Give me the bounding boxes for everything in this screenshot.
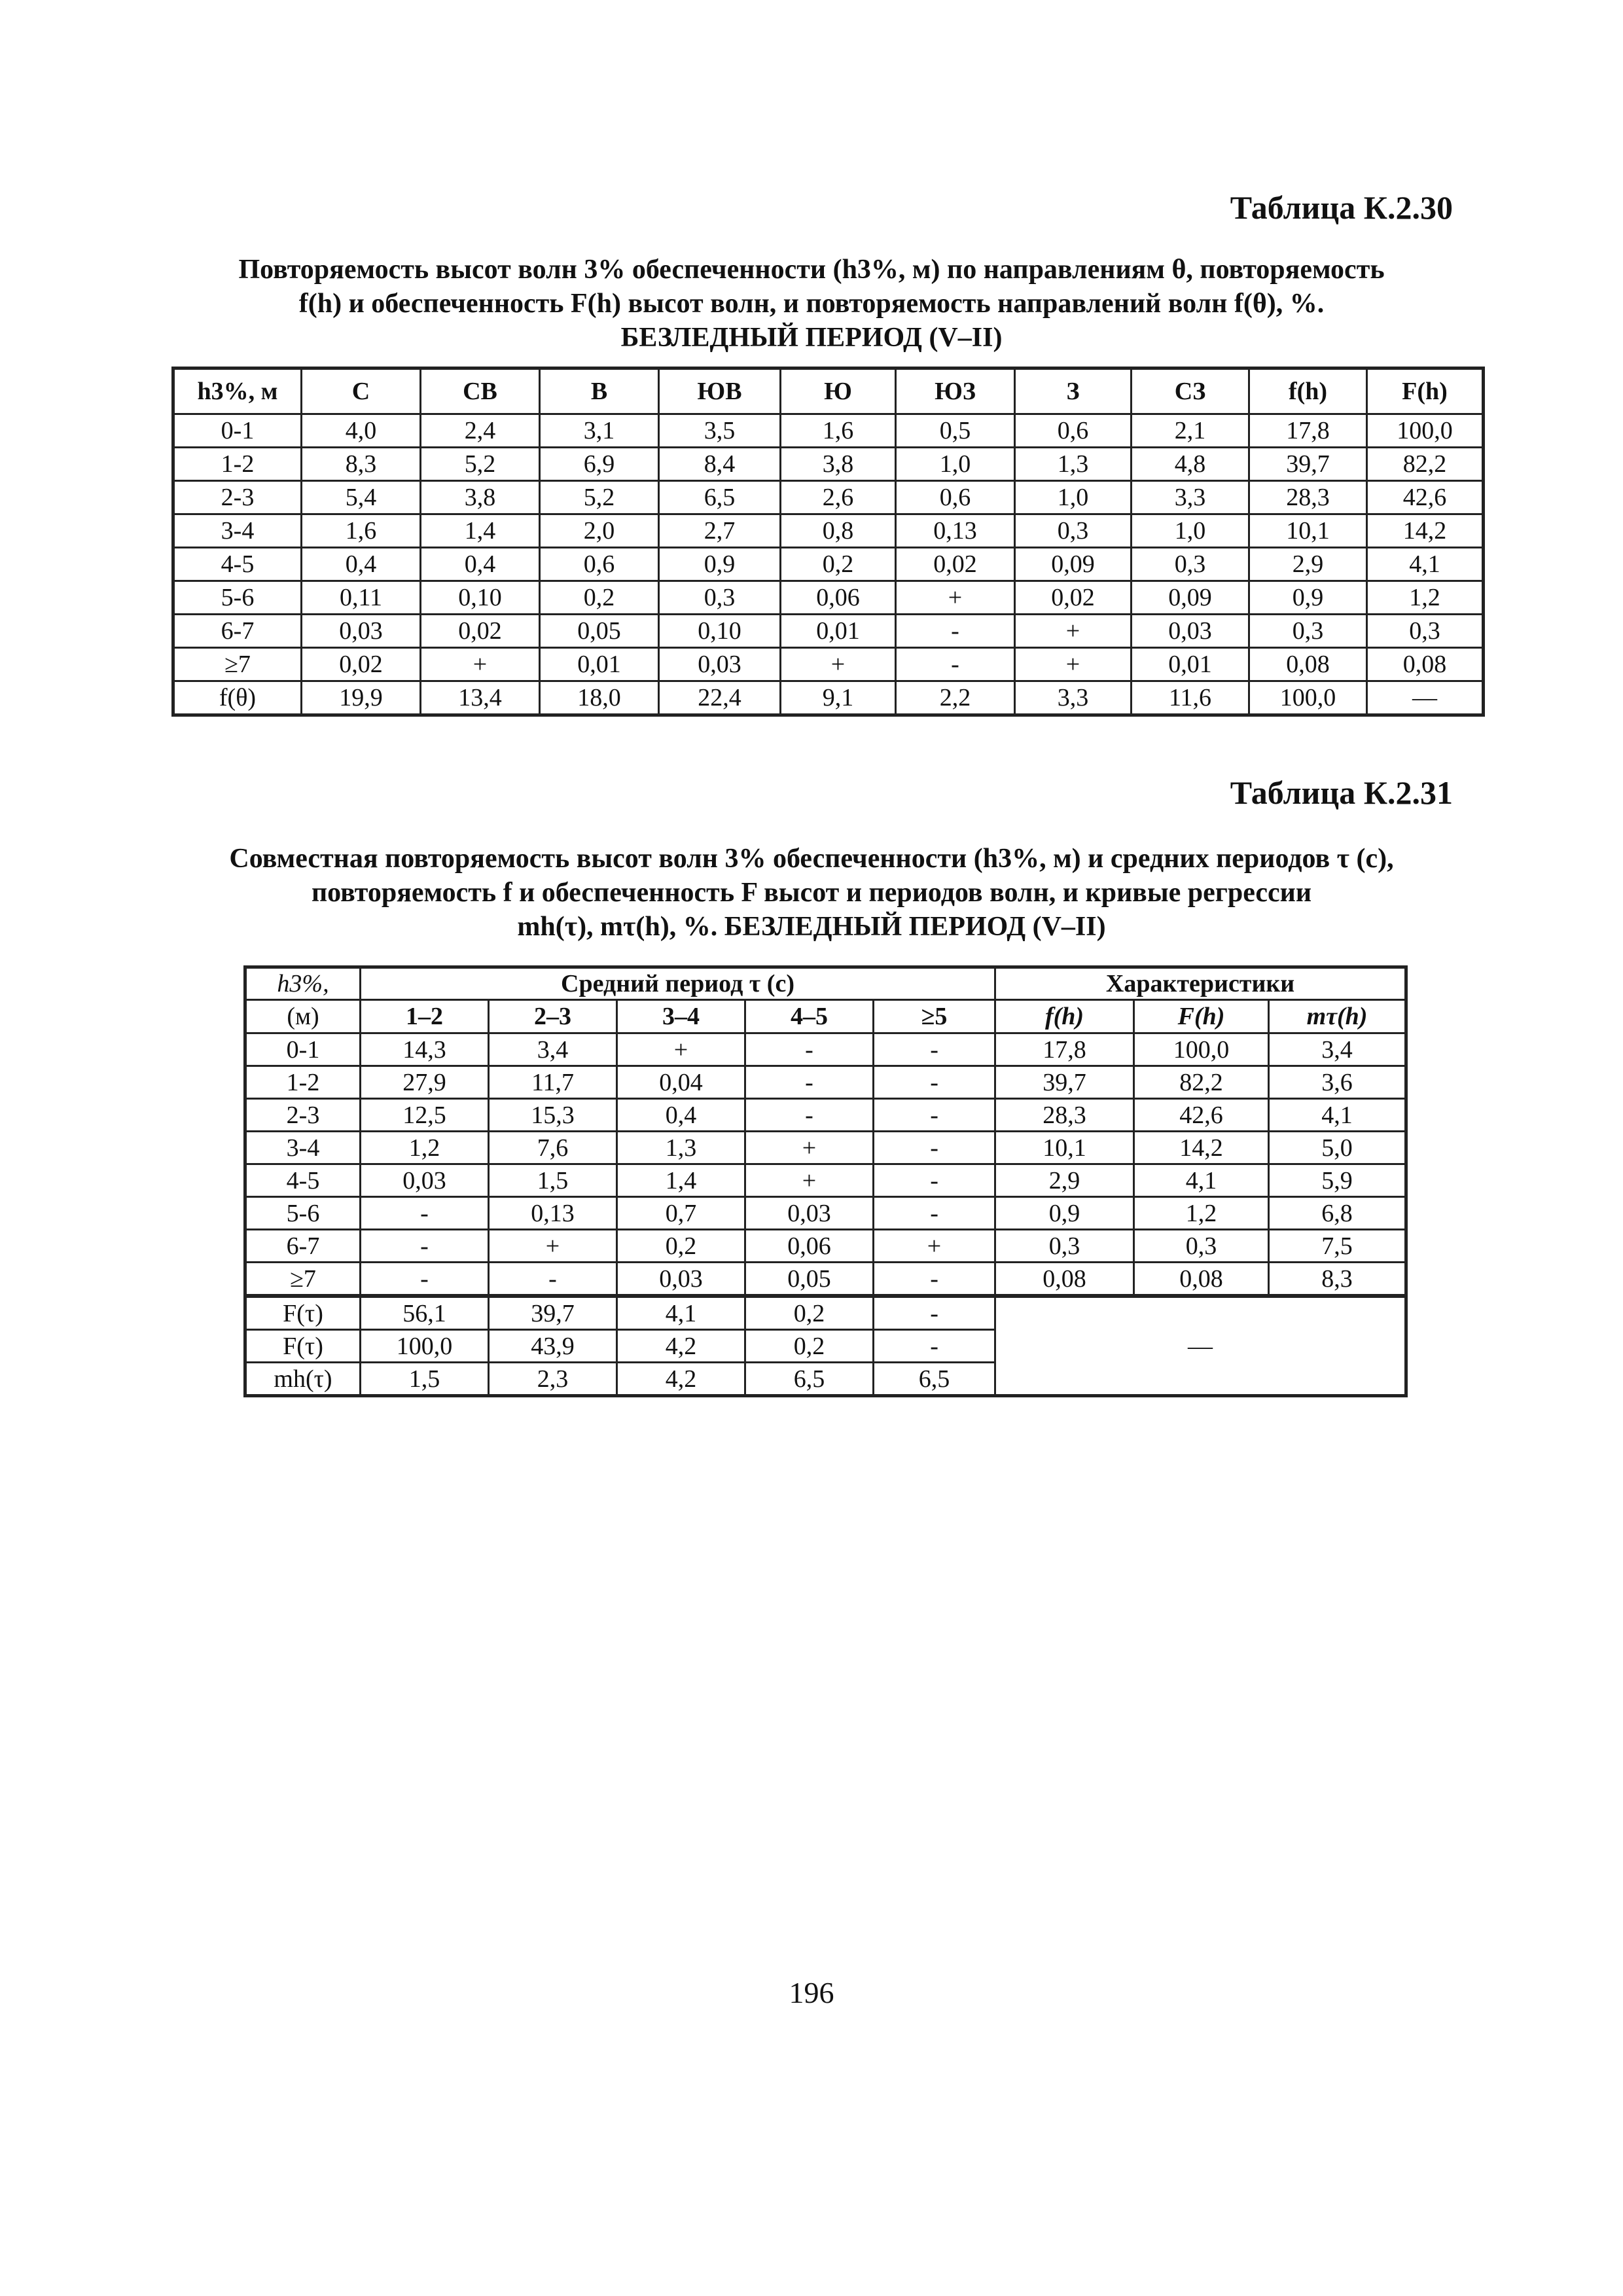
table-cell: 1,0	[896, 448, 1015, 481]
table-cell: 0,04	[617, 1066, 745, 1099]
table-cell: -	[896, 648, 1015, 681]
table-cell: 1,2	[361, 1132, 489, 1164]
table-cell: 2,9	[995, 1164, 1134, 1197]
table-cell: 0,03	[659, 648, 781, 681]
row-header: mh(τ)	[245, 1363, 361, 1396]
table-cell: 5,2	[421, 448, 540, 481]
table-cell: 0,6	[896, 481, 1015, 514]
table-cell: 1,2	[1134, 1197, 1269, 1230]
characteristic-column-header: F(h)	[1134, 1000, 1269, 1033]
table-cell: -	[361, 1263, 489, 1297]
table-cell: 3,6	[1269, 1066, 1406, 1099]
table-cell: 3,8	[421, 481, 540, 514]
table-row	[245, 1132, 1406, 1164]
table-row	[245, 1197, 1406, 1230]
table-cell: 19,9	[302, 681, 421, 715]
table-cell: +	[489, 1230, 617, 1263]
table-cell: -	[361, 1197, 489, 1230]
table-cell: -	[874, 1197, 995, 1230]
table-cell: 8,3	[1269, 1263, 1406, 1297]
table-cell: 0,2	[781, 548, 896, 581]
table-cell: +	[896, 581, 1015, 615]
table-cell: +	[1015, 648, 1132, 681]
table-cell: 0,2	[745, 1296, 874, 1330]
characteristics-group-header: Характеристики	[995, 967, 1406, 1000]
column-header: СВ	[421, 368, 540, 414]
table-cell: 0,9	[1249, 581, 1367, 615]
row-header: 2-3	[245, 1099, 361, 1132]
corner-header-bottom: (м)	[245, 1000, 361, 1033]
table-cell: 1,5	[489, 1164, 617, 1197]
wave-direction-table	[171, 367, 1485, 717]
row-header: F(τ)	[245, 1296, 361, 1330]
table-cell: 8,4	[659, 448, 781, 481]
table-cell: 0,10	[659, 615, 781, 648]
table-cell: 2,7	[659, 514, 781, 548]
table-label-k-2-31: Таблица К.2.31	[1230, 774, 1453, 811]
table-cell: 0,3	[1134, 1230, 1269, 1263]
table-cell: 0,03	[1132, 615, 1249, 648]
table-cell: 82,2	[1134, 1066, 1269, 1099]
table-cell: 1,4	[617, 1164, 745, 1197]
table-cell: —	[1367, 681, 1484, 715]
characteristic-column-header: mτ(h)	[1269, 1000, 1406, 1033]
table-cell: 0,02	[896, 548, 1015, 581]
table-cell: +	[745, 1164, 874, 1197]
table-cell: 56,1	[361, 1296, 489, 1330]
table-cell: 0,08	[1367, 648, 1484, 681]
table-cell: 0,05	[745, 1263, 874, 1297]
table-cell: 1,3	[1015, 448, 1132, 481]
row-header: F(τ)	[245, 1330, 361, 1363]
row-header: 0-1	[245, 1033, 361, 1066]
table-row	[245, 1164, 1406, 1197]
table-cell: 3,5	[659, 414, 781, 448]
table-cell: -	[874, 1330, 995, 1363]
table-row	[245, 1263, 1406, 1297]
row-header: 5-6	[173, 581, 302, 615]
row-header: 3-4	[173, 514, 302, 548]
table-cell: 0,8	[781, 514, 896, 548]
table-cell: 4,1	[1134, 1164, 1269, 1197]
table-cell: 100,0	[361, 1330, 489, 1363]
characteristic-column-header: f(h)	[995, 1000, 1134, 1033]
table-cell: 0,01	[1132, 648, 1249, 681]
table-cell: 3,4	[1269, 1033, 1406, 1066]
column-header: В	[540, 368, 659, 414]
table-cell: 4,1	[617, 1296, 745, 1330]
period-column-header: 2–3	[489, 1000, 617, 1033]
table-cell: -	[361, 1230, 489, 1263]
table-cell: 0,2	[745, 1330, 874, 1363]
table-cell: 39,7	[489, 1296, 617, 1330]
row-header: ≥7	[173, 648, 302, 681]
table-cell: 2,0	[540, 514, 659, 548]
column-header: F(h)	[1367, 368, 1484, 414]
caption-line: БЕЗЛЕДНЫЙ ПЕРИОД (V–II)	[620, 323, 1003, 353]
table-cell: 0,4	[421, 548, 540, 581]
table-cell: 0,01	[540, 648, 659, 681]
table-cell: 0,08	[995, 1263, 1134, 1297]
table-cell: 9,1	[781, 681, 896, 715]
table-cell: 0,06	[745, 1230, 874, 1263]
row-header: 1-2	[173, 448, 302, 481]
table-cell: 17,8	[1249, 414, 1367, 448]
table-cell: 43,9	[489, 1330, 617, 1363]
table-cell: 1,6	[302, 514, 421, 548]
column-header: ЮЗ	[896, 368, 1015, 414]
table-cell: 0,09	[1015, 548, 1132, 581]
column-header: f(h)	[1249, 368, 1367, 414]
table-cell: 3,1	[540, 414, 659, 448]
caption-line: повторяемость f и обеспеченность F высот и периодов волн, и кривые регрессии	[311, 878, 1312, 908]
table-row	[245, 1033, 1406, 1066]
table-cell: 0,03	[617, 1263, 745, 1297]
table-cell: 0,02	[302, 648, 421, 681]
table-cell: 6,9	[540, 448, 659, 481]
table-cell: 0,08	[1134, 1263, 1269, 1297]
column-header: ЮВ	[659, 368, 781, 414]
table-cell: 1,5	[361, 1363, 489, 1396]
row-header: f(θ)	[173, 681, 302, 715]
table-cell: 22,4	[659, 681, 781, 715]
table-caption-2	[170, 842, 1453, 944]
table-row	[173, 548, 1484, 581]
table-cell: 2,4	[421, 414, 540, 448]
table-cell: 0,03	[361, 1164, 489, 1197]
table-cell: 0,09	[1132, 581, 1249, 615]
period-column-header: 3–4	[617, 1000, 745, 1033]
corner-header-top: h3%,	[245, 967, 361, 1000]
table-cell: 15,3	[489, 1099, 617, 1132]
table-cell: -	[874, 1099, 995, 1132]
table-row	[173, 414, 1484, 448]
table-cell: 0,6	[1015, 414, 1132, 448]
table-cell: 4,2	[617, 1330, 745, 1363]
row-header: 3-4	[245, 1132, 361, 1164]
table-cell: 6,5	[659, 481, 781, 514]
table-cell: 0,10	[421, 581, 540, 615]
table-cell: 0,3	[659, 581, 781, 615]
table-cell: -	[874, 1164, 995, 1197]
table-cell: 3,3	[1015, 681, 1132, 715]
table-cell: -	[874, 1033, 995, 1066]
table-cell: 2,9	[1249, 548, 1367, 581]
table-cell: -	[874, 1296, 995, 1330]
table-cell: 0,08	[1249, 648, 1367, 681]
table-cell: 0,02	[421, 615, 540, 648]
table-cell: 2,6	[781, 481, 896, 514]
table-cell: 10,1	[995, 1132, 1134, 1164]
table-row	[245, 1066, 1406, 1099]
table-cell: 0,3	[1015, 514, 1132, 548]
table-cell: 6,8	[1269, 1197, 1406, 1230]
table-cell: 6,5	[874, 1363, 995, 1396]
table-cell: 2,3	[489, 1363, 617, 1396]
table-cell: 82,2	[1367, 448, 1484, 481]
table-cell: 10,1	[1249, 514, 1367, 548]
table-cell: 13,4	[421, 681, 540, 715]
table-cell: 8,3	[302, 448, 421, 481]
caption-line: f(h) и обеспеченность F(h) высот волн, и повторяемость направлений волн f(θ), %.	[298, 289, 1325, 319]
table-row	[173, 448, 1484, 481]
table-cell: 0,4	[302, 548, 421, 581]
table-cell: 0,03	[745, 1197, 874, 1230]
table-cell: 42,6	[1134, 1099, 1269, 1132]
table-cell: 1,3	[617, 1132, 745, 1164]
table-cell: -	[745, 1099, 874, 1132]
table-cell: 4,0	[302, 414, 421, 448]
column-header: h3%, м	[173, 368, 302, 414]
table-cell: -	[745, 1033, 874, 1066]
period-column-header: 4–5	[745, 1000, 874, 1033]
table-cell: +	[421, 648, 540, 681]
table-cell: -	[874, 1263, 995, 1297]
table-cell: 5,4	[302, 481, 421, 514]
column-header: С	[302, 368, 421, 414]
table-cell: 4,8	[1132, 448, 1249, 481]
row-header: 4-5	[173, 548, 302, 581]
table-cell: 5,9	[1269, 1164, 1406, 1197]
table-cell: -	[745, 1066, 874, 1099]
table-cell: 17,8	[995, 1033, 1134, 1066]
table-cell: 0,6	[540, 548, 659, 581]
table-cell: 0,2	[540, 581, 659, 615]
table-label-k-2-30: Таблица К.2.30	[1230, 189, 1453, 226]
table-cell: 27,9	[361, 1066, 489, 1099]
table-cell: 7,5	[1269, 1230, 1406, 1263]
table-cell: 2,2	[896, 681, 1015, 715]
table-cell: 0,13	[489, 1197, 617, 1230]
table-cell: 0,3	[995, 1230, 1134, 1263]
table-row	[173, 681, 1484, 715]
table-cell: 5,0	[1269, 1132, 1406, 1164]
table-cell: 0,02	[1015, 581, 1132, 615]
table-cell: +	[781, 648, 896, 681]
table-cell: 3,3	[1132, 481, 1249, 514]
row-header: 4-5	[245, 1164, 361, 1197]
table-cell: 42,6	[1367, 481, 1484, 514]
table-cell: 2,1	[1132, 414, 1249, 448]
table-cell: 4,2	[617, 1363, 745, 1396]
table-cell: +	[745, 1132, 874, 1164]
table-cell: 11,6	[1132, 681, 1249, 715]
table-cell: 1,0	[1132, 514, 1249, 548]
table-cell: 100,0	[1367, 414, 1484, 448]
row-header: 6-7	[173, 615, 302, 648]
table-cell: 14,2	[1134, 1132, 1269, 1164]
table-cell: 4,1	[1367, 548, 1484, 581]
table-cell: 0,5	[896, 414, 1015, 448]
table-cell: 1,4	[421, 514, 540, 548]
row-header: 1-2	[245, 1066, 361, 1099]
table-cell: 0,01	[781, 615, 896, 648]
table-cell: 0,3	[1132, 548, 1249, 581]
table-cell: 28,3	[995, 1099, 1134, 1132]
row-header: 0-1	[173, 414, 302, 448]
row-header: 2-3	[173, 481, 302, 514]
period-column-header: 1–2	[361, 1000, 489, 1033]
table-cell: 18,0	[540, 681, 659, 715]
table-cell: 3,4	[489, 1033, 617, 1066]
merged-empty-cell: —	[995, 1296, 1406, 1396]
table-row	[173, 581, 1484, 615]
table-cell: 0,3	[1249, 615, 1367, 648]
table-cell: 39,7	[1249, 448, 1367, 481]
table-cell: 0,9	[995, 1197, 1134, 1230]
table-cell: 0,4	[617, 1099, 745, 1132]
column-header: З	[1015, 368, 1132, 414]
row-header: 6-7	[245, 1230, 361, 1263]
table-cell: 0,06	[781, 581, 896, 615]
caption-line: Повторяемость высот волн 3% обеспеченности (h3%, м) по направлениям θ, повторяемость	[238, 255, 1385, 285]
row-header: 5-6	[245, 1197, 361, 1230]
table-cell: 28,3	[1249, 481, 1367, 514]
table-footer-row	[245, 1296, 1406, 1330]
table-row	[245, 1230, 1406, 1263]
table-row	[245, 1099, 1406, 1132]
table-cell: 3,8	[781, 448, 896, 481]
table-row	[173, 615, 1484, 648]
column-header: Ю	[781, 368, 896, 414]
table-cell: +	[1015, 615, 1132, 648]
table-cell: 12,5	[361, 1099, 489, 1132]
row-header: ≥7	[245, 1263, 361, 1297]
period-column-header: ≥5	[874, 1000, 995, 1033]
page-number: 196	[789, 1976, 834, 2009]
table-row	[173, 481, 1484, 514]
table-cell: +	[874, 1230, 995, 1263]
table-cell: 0,7	[617, 1197, 745, 1230]
table-cell: 0,3	[1367, 615, 1484, 648]
table-row	[173, 648, 1484, 681]
caption-line: Совместная повторяемость высот волн 3% обеспеченности (h3%, м) и средних периодов τ (с),	[229, 844, 1394, 874]
caption-line: mh(τ), mτ(h), %. БЕЗЛЕДНЫЙ ПЕРИОД (V–II)	[517, 912, 1106, 942]
column-header: СЗ	[1132, 368, 1249, 414]
table-cell: 1,0	[1015, 481, 1132, 514]
table-cell: -	[874, 1066, 995, 1099]
table-cell: 6,5	[745, 1363, 874, 1396]
table-cell: 0,03	[302, 615, 421, 648]
table-cell: 0,9	[659, 548, 781, 581]
table-cell: 7,6	[489, 1132, 617, 1164]
table-cell: -	[896, 615, 1015, 648]
table-caption-1	[170, 253, 1453, 355]
table-row	[173, 514, 1484, 548]
table-cell: 14,2	[1367, 514, 1484, 548]
table-cell: +	[617, 1033, 745, 1066]
table-cell: -	[489, 1263, 617, 1297]
period-group-header: Средний период τ (с)	[361, 967, 995, 1000]
table-cell: 1,2	[1367, 581, 1484, 615]
table-cell: 11,7	[489, 1066, 617, 1099]
table-cell: 4,1	[1269, 1099, 1406, 1132]
table-cell: 100,0	[1249, 681, 1367, 715]
table-cell: 14,3	[361, 1033, 489, 1066]
table-cell: 0,11	[302, 581, 421, 615]
wave-period-table	[243, 965, 1408, 1397]
table-cell: 0,05	[540, 615, 659, 648]
table-cell: 5,2	[540, 481, 659, 514]
table-cell: 1,6	[781, 414, 896, 448]
table-cell: 39,7	[995, 1066, 1134, 1099]
table-cell: 0,2	[617, 1230, 745, 1263]
table-cell: 100,0	[1134, 1033, 1269, 1066]
table-cell: 0,13	[896, 514, 1015, 548]
table-cell: -	[874, 1132, 995, 1164]
